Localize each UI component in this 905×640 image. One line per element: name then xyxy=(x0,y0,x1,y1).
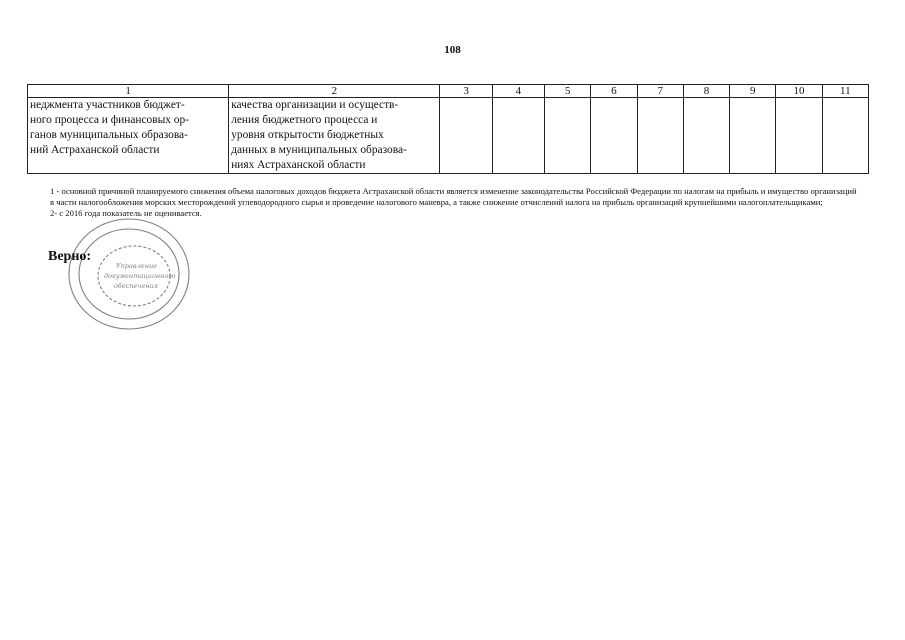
footnote-2: 2- с 2016 года показатель не оценивается. xyxy=(50,208,202,218)
column-header: 2 xyxy=(229,85,440,98)
stamp-text-line: Управление xyxy=(116,262,158,270)
table-cell-empty xyxy=(591,98,637,174)
column-header: 8 xyxy=(683,85,729,98)
stamp-text-line: обеспечения xyxy=(114,282,159,290)
page-number: 108 xyxy=(444,44,461,56)
footnote-1: 1 - основной причиной планируемого снижения объема налоговых доходов бюджета Астраханской области является изменение законодательства Российской Федерации по налогам на прибыль и имущество организаций в части налогообложения морских месторождений углеводородного сырья и проведение налогового маневра, а также снижение отчислений налога на прибыль организаций крупнейшими налогоплательщиками; xyxy=(50,186,857,207)
table-cell-empty xyxy=(683,98,729,174)
table-cell-empty xyxy=(730,98,776,174)
verified-label: Верно: xyxy=(48,249,92,264)
column-header: 1 xyxy=(28,85,229,98)
table-cell-empty xyxy=(822,98,868,174)
column-header: 5 xyxy=(545,85,591,98)
column-header: 6 xyxy=(591,85,637,98)
column-header: 4 xyxy=(492,85,544,98)
table-cell-empty xyxy=(440,98,492,174)
table-cell-empty xyxy=(545,98,591,174)
data-table xyxy=(27,84,869,174)
table-cell-empty xyxy=(637,98,683,174)
stamp-seal xyxy=(64,214,194,334)
table-cell-empty xyxy=(776,98,822,174)
table-row xyxy=(28,98,869,174)
stamp-text-line: документационного xyxy=(104,272,176,280)
column-header: 3 xyxy=(440,85,492,98)
table-cell-participant: неджмента участников бюджет- ного процесса и финансовых ор- ганов муниципальных образова- ний Астраханской области xyxy=(28,98,229,174)
header-row xyxy=(28,85,869,98)
table-cell-indicator: качества организации и осуществ- ления бюджетного процесса и уровня открытости бюджетных данных в муниципальных образова- ниях Астраханской области xyxy=(229,98,440,174)
column-header: 11 xyxy=(822,85,868,98)
column-header: 9 xyxy=(730,85,776,98)
column-header: 7 xyxy=(637,85,683,98)
column-header: 10 xyxy=(776,85,822,98)
table-cell-empty xyxy=(492,98,544,174)
